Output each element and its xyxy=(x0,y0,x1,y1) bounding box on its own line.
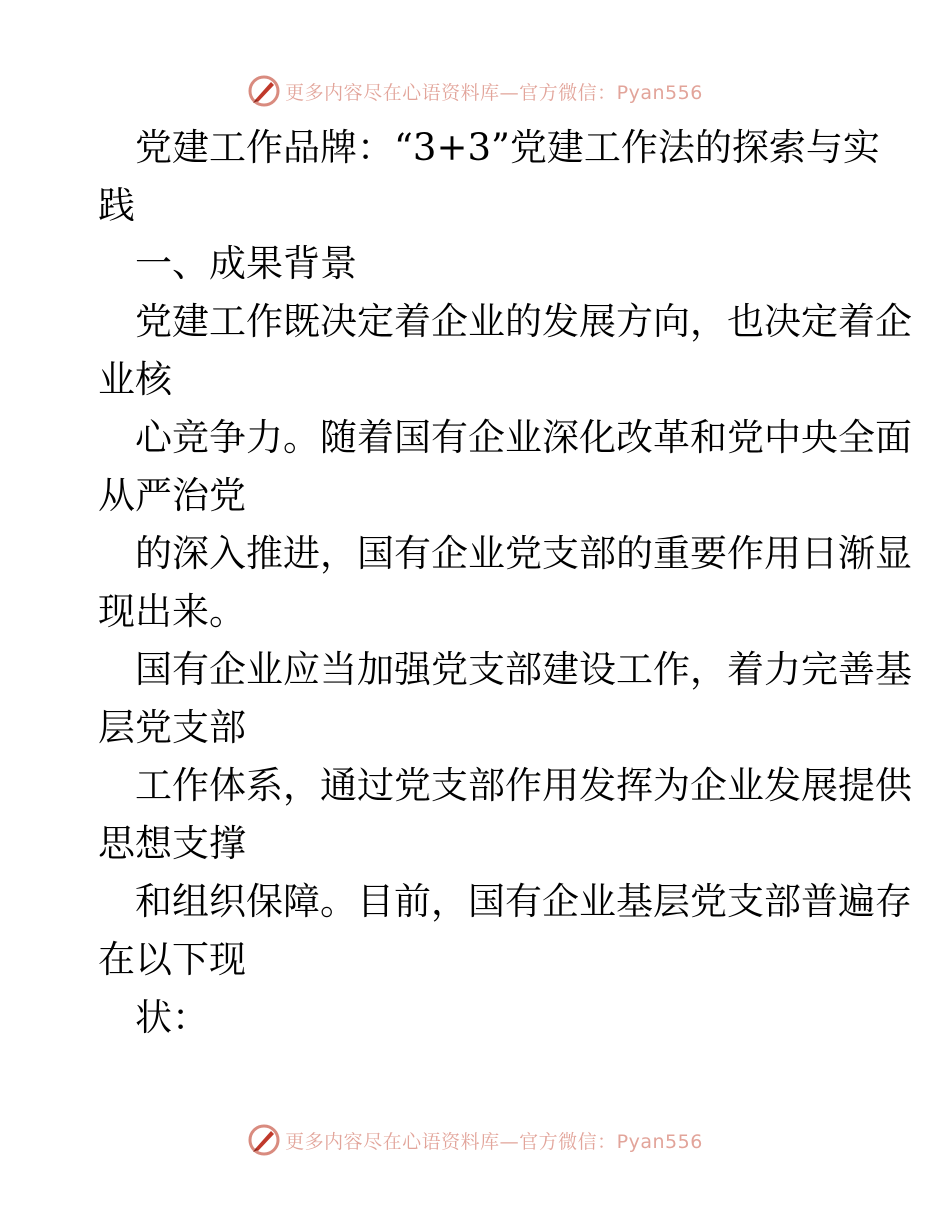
banner-main-text: 更多内容尽在心语资料库 xyxy=(285,1130,500,1153)
footer-watermark-banner xyxy=(0,1120,950,1160)
quill-pen-logo-icon xyxy=(247,1123,281,1157)
paragraph-line: 状： xyxy=(135,996,209,1039)
section-heading: 一、成果背景 xyxy=(135,242,357,285)
paragraph-line: 思想支撑 xyxy=(98,822,246,865)
paragraph-line: 层党支部 xyxy=(98,706,246,749)
doc-title-line-1: 党建工作品牌：“3+3”党建工作法的探索与实 xyxy=(135,126,880,169)
header-watermark-banner xyxy=(0,71,950,111)
quill-pen-logo-icon xyxy=(247,74,281,108)
paragraph-line: 工作体系，通过党支部作用发挥为企业发展提供 xyxy=(135,764,912,807)
paragraph-line: 国有企业应当加强党支部建设工作，着力完善基 xyxy=(135,648,912,691)
paragraph-line: 的深入推进，国有企业党支部的重要作用日渐显 xyxy=(135,532,912,575)
paragraph-line: 从严治党 xyxy=(98,474,246,517)
paragraph-line: 业核 xyxy=(98,358,172,401)
banner-wechat-text: 官方微信：Pyan556 xyxy=(519,81,703,104)
banner-text xyxy=(285,78,703,105)
paragraph-line: 现出来。 xyxy=(98,590,246,633)
banner-dash: — xyxy=(499,81,520,104)
document-body xyxy=(98,119,912,1047)
banner-dash: — xyxy=(499,1130,520,1153)
banner-text xyxy=(285,1127,703,1154)
paragraph-line: 和组织保障。目前，国有企业基层党支部普遍存 xyxy=(135,880,912,923)
paragraph-line: 党建工作既决定着企业的发展方向，也决定着企 xyxy=(135,300,912,343)
paragraph-line: 心竞争力。随着国有企业深化改革和党中央全面 xyxy=(135,416,912,459)
banner-wechat-text: 官方微信：Pyan556 xyxy=(519,1130,703,1153)
doc-title-line-2: 践 xyxy=(98,184,135,227)
banner-main-text: 更多内容尽在心语资料库 xyxy=(285,81,500,104)
paragraph-line: 在以下现 xyxy=(98,938,246,981)
